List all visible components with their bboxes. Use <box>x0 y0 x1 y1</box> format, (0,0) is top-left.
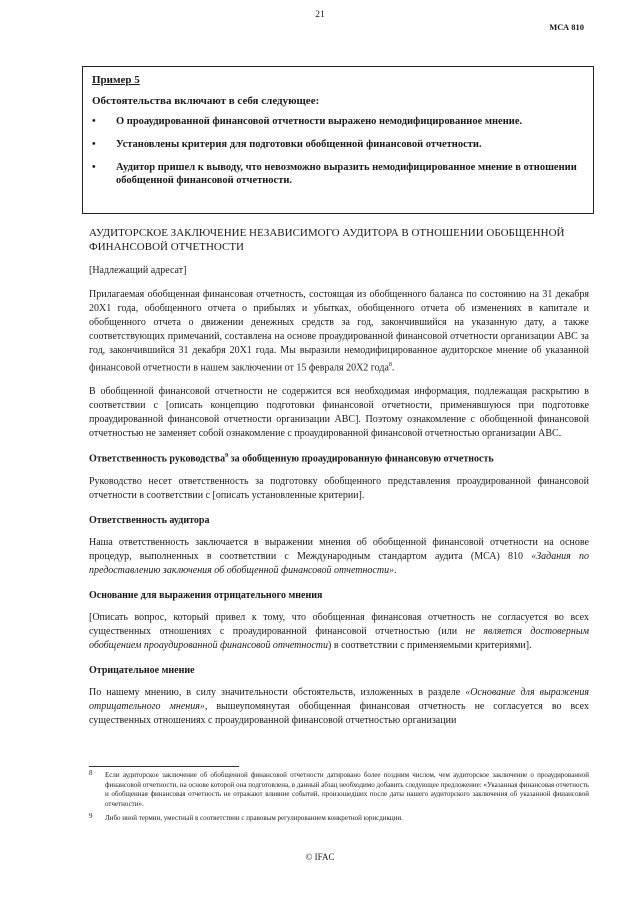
bullet-icon: • <box>92 116 96 127</box>
list-item <box>92 138 584 151</box>
example-box <box>82 66 594 214</box>
paragraph-opinion <box>89 686 589 728</box>
footnote-ref-8: 8 <box>388 362 392 368</box>
copyright-footer: © IFAC <box>305 852 335 862</box>
paragraph-italic: не является достоверным обобщением проаудированной финансовой отчетности <box>89 625 589 651</box>
paragraph-disclosure: В обобщенной финансовой отчетности не содержится вся необходимая информация, подлежащая раскрытию в соответствии с [описать концепцию подготовки финансовой отчетности, применявшуюся при подготовке проаудированной финансовой отчетности организации ABC]. Поэтому ознакомление с обобщенной финансовой отчетностью не заменяет собой ознакомление с проаудированной финансовой отчетностью организации ABC. <box>89 386 589 440</box>
report-body <box>89 226 589 728</box>
heading-text: Ответственность руководства <box>89 453 226 465</box>
footnote-9 <box>89 814 589 824</box>
footnote-number: 8 <box>89 769 93 777</box>
report-heading: АУДИТОРСКОЕ ЗАКЛЮЧЕНИЕ НЕЗАВИСИМОГО АУДИТОРА В ОТНОШЕНИИ ОБОБЩЕННОЙ ФИНАНСОВОЙ ОТЧЕТНОСТИ <box>89 227 565 253</box>
footnote-text: Если аудиторское заключение об обобщенной финансовой отчетности датировано более поздним числом, чем аудиторское заключение о проаудированной финансовой отчетности, на основе которой она подготовлена, в данный абзац необходимо добавить следующее предложение: «Указанная финансовая отчетность и обобщенная финансовая отчетность не отражают влияние событий, произошедших после даты нашего аудиторского заключения об указанной финансовой отчетности». <box>105 771 589 808</box>
example-title: Пример 5 <box>92 74 140 86</box>
heading-auditor-responsibility: Ответственность аудитора <box>89 514 210 526</box>
paragraph-text: . <box>394 564 397 576</box>
paragraph-intro <box>89 288 589 375</box>
paragraph-text: Наша ответственность заключается в выражении мнения об обобщенной финансовой отчетности на основе процедур, выполненных в соответствии с Международным стандартом аудита (МСА) 810 <box>89 536 589 562</box>
paragraph-text: [Описать вопрос, который привел к тому, что обобщенная финансовая отчетность не согласуется во всех существенных отношениях с проаудированной финансовой отчетностью (или <box>89 611 589 637</box>
addressee: [Надлежащий адресат] <box>89 265 187 276</box>
list-item <box>92 161 584 187</box>
footnote-divider <box>89 766 239 767</box>
paragraph-basis <box>89 611 589 653</box>
footnote-text: Либо иной термин, уместный в соответствии с правовым регулированием конкретной юрисдикции. <box>105 814 403 822</box>
heading-text: за обобщенную проаудированную финансовую отчетность <box>228 453 494 465</box>
heading-management-responsibility <box>89 453 589 464</box>
paragraph-text: , вышеупомянутая обобщенная финансовая отчетность не согласуется во всех существенных отношениях с проаудированной финансовой отчетностью организации <box>89 700 589 726</box>
paragraph-end: . <box>391 362 395 374</box>
bullet-icon: • <box>92 162 96 173</box>
bullet-icon: • <box>92 139 96 150</box>
paragraph-text: ) в соответствии с применяемыми критериями]. <box>328 639 532 651</box>
heading-adverse-opinion: Отрицательное мнение <box>89 664 195 676</box>
example-bullet-list <box>92 115 584 187</box>
paragraph-italic: «Задания по предоставлению заключения об обобщенной финансовой отчетности» <box>89 550 589 576</box>
paragraph-text: По нашему мнению, в силу значительности обстоятельств, изложенных в разделе <box>89 686 466 698</box>
page-number: 21 <box>315 10 325 20</box>
paragraph-management: Руководство несет ответственность за подготовку обобщенного представления проаудированной финансовой отчетности в соответствии с [описать установленные критерии]. <box>89 475 589 501</box>
list-item-text: О проаудированной финансовой отчетности выражено немодифицированное мнение. <box>116 116 523 127</box>
list-item-text: Установлены критерия для подготовки обобщенной финансовой отчетности. <box>116 139 482 150</box>
paragraph-italic: «Основание для выражения отрицательного мнения» <box>89 686 589 712</box>
footnote-8 <box>89 771 589 809</box>
document-code: МСА 810 <box>549 22 584 32</box>
footnote-number: 9 <box>89 812 93 820</box>
example-intro: Обстоятельства включают в себя следующее: <box>92 95 320 107</box>
paragraph-auditor <box>89 536 589 578</box>
list-item <box>92 115 584 128</box>
footnote-ref-9: 9 <box>225 453 229 460</box>
heading-basis-adverse: Основание для выражения отрицательного мнения <box>89 589 323 601</box>
paragraph-text: Прилагаемая обобщенная финансовая отчетность, состоящая из обобщенного баланса по состоянию на 31 декабря 20X1 года, обобщенного отчета о прибылях и убытках, обобщенного отчета об изменениях в капитале и обобщенного отчета о движении денежных средств за год, закончившийся на указанную дату, а также соответствующих примечаний, составлена на основе проаудированной финансовой отчетности организации ABC за год, закончившийся 31 декабря 20X1 года. Мы выразили немодифицированное аудиторское мнение об указанной финансовой отчетности в нашем заключении от 15 февраля 20X2 года <box>89 289 589 374</box>
footnotes <box>89 771 589 829</box>
list-item-text: Аудитор пришел к выводу, что невозможно выразить немодифицированное мнение в отношении обобщенной финансовой отчетности. <box>116 162 577 186</box>
